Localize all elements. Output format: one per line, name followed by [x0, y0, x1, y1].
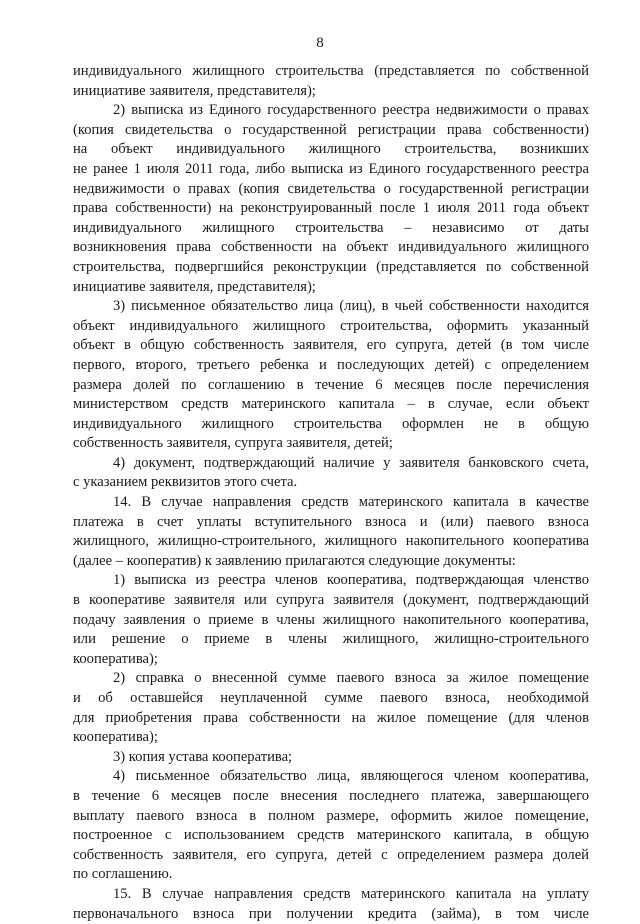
text-line: 2) справка о внесенной сумме паевого взноса за жилое помещение	[113, 670, 589, 687]
text-line: инициативе заявителя, представителя);	[73, 278, 316, 295]
text-line: инициативе заявителя, представителя);	[73, 82, 316, 99]
text-line: собственность заявителя, его супруга, детей с определением размера долей	[73, 846, 589, 863]
page-number: 8	[316, 35, 324, 51]
document-body	[73, 62, 589, 924]
text-line: 4) письменное обязательство лица, являющегося членом кооператива,	[113, 768, 589, 785]
text-line: 1) выписка из реестра членов кооператива, подтверждающая членство	[113, 572, 589, 589]
text-line: 3) копия устава кооператива;	[113, 748, 293, 765]
text-line: индивидуального жилищного строительства – независимо от даты	[73, 219, 589, 236]
text-line: в кооперативе заявителя или супруга заявителя (документ, подтверждающий	[73, 592, 589, 609]
text-line: собственность заявителя, супруга заявителя, детей;	[73, 435, 393, 452]
text-line: (копия свидетельства о государственной регистрации права собственности)	[73, 121, 589, 138]
text-line: первого, второго, третьего ребенка и последующих детей) с определением	[73, 356, 589, 373]
text-line: 2) выписка из Единого государственного реестра недвижимости о правах	[113, 102, 589, 119]
text-line: 15. В случае направления средств материнского капитала на уплату	[113, 885, 589, 902]
text-line: по соглашению.	[73, 866, 173, 883]
text-line: размера долей по соглашению в течение 6 месяцев после перечисления	[73, 376, 589, 393]
text-line: объект в общую собственность заявителя, его супруга, детей (в том числе	[73, 337, 589, 354]
text-line: с указанием реквизитов этого счета.	[73, 474, 298, 491]
text-line: кооператива);	[73, 729, 158, 746]
text-line: индивидуального жилищного строительства (представляется по собственной	[73, 63, 589, 79]
text-line: построенное с использованием средств материнского капитала, в общую	[73, 827, 589, 844]
text-line: возникновения права собственности на объект индивидуального жилищного	[73, 239, 589, 256]
text-line: первоначального взноса при получении кредита (займа), в том числе	[73, 905, 589, 922]
text-line: платежа в счет уплаты вступительного взноса и (или) паевого взноса	[73, 513, 589, 530]
text-line: не ранее 1 июля 2011 года, либо выписка из Единого государственного реестра	[73, 160, 589, 177]
text-line: выплату паевого взноса в полном размере, оформить жилое помещение,	[73, 807, 589, 824]
text-line: недвижимости о правах (копия свидетельства о государственной регистрации	[73, 180, 589, 197]
text-line: 3) письменное обязательство лица (лиц), в чьей собственности находится	[113, 298, 589, 315]
text-line: 4) документ, подтверждающий наличие у заявителя банковского счета,	[113, 454, 589, 471]
text-line: подачу заявления о приеме в члены жилищного накопительного кооператива,	[73, 611, 589, 628]
text-line: права собственности) на реконструированный после 1 июля 2011 года объект	[73, 200, 589, 217]
text-line: и об оставшейся неуплаченной сумме паевого взноса, необходимой	[73, 690, 589, 706]
text-line: объект индивидуального жилищного строительства, оформить указанный	[73, 317, 589, 334]
text-line: кооператива);	[73, 650, 158, 667]
text-line: 14. В случае направления средств материнского капитала в качестве	[113, 494, 589, 511]
text-line: жилищного, жилищно-строительного, жилищного накопительного кооператива	[73, 533, 589, 550]
text-line: строительства, подвергшийся реконструкции (представляется по собственной	[73, 258, 589, 275]
text-line: или решение о приеме в члены жилищного, жилищно-строительного	[73, 631, 589, 648]
text-line: (далее – кооператив) к заявлению прилагаются следующие документы:	[73, 552, 516, 569]
text-line: на объект индивидуального жилищного строительства, возникших	[73, 141, 589, 158]
text-line: индивидуального жилищного строительства оформлен не в общую	[73, 415, 589, 432]
text-line: в течение 6 месяцев после внесения последнего платежа, завершающего	[73, 787, 589, 804]
text-line: для приобретения права собственности на жилое помещение (для членов	[73, 709, 589, 726]
text-line: министерством средств материнского капитала – в случае, если объект	[73, 396, 589, 413]
